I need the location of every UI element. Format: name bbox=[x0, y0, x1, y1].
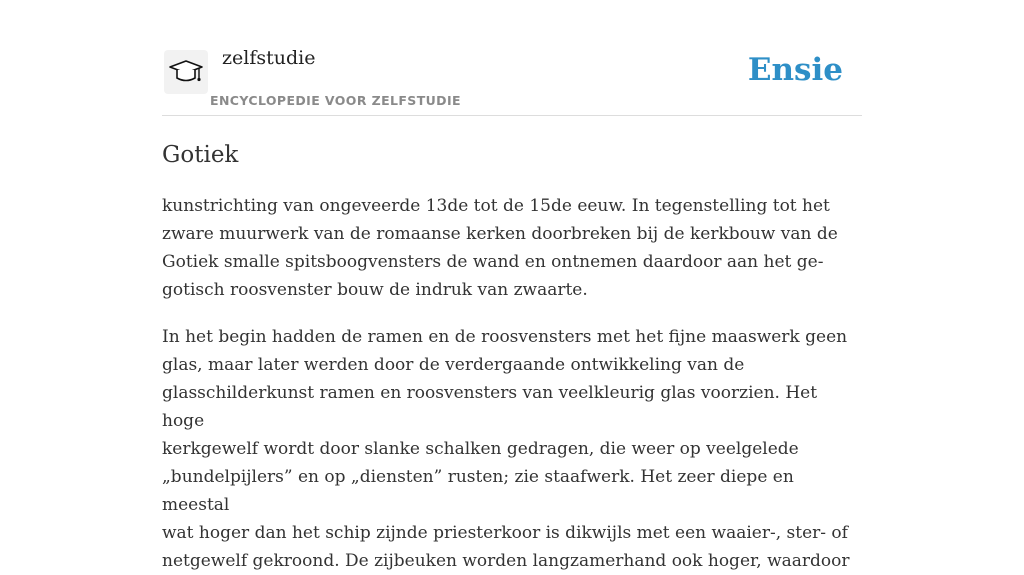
article-paragraph: In het begin hadden de ramen en de roosvensters met het fijne maaswerk geen glas, maar later werden door de verdergaande ontwikkeling van de glasschilderkunst ramen en roosvensters van veelkleurig glas voorzien. Het hoge kerkgewelf wordt door slanke schalken gedragen, die weer op veelgelede „bundelpijlers” en op „diensten” rusten; zie staafwerk. Het zeer diepe en meestal wat hoger dan het schip zijnde priesterkoor is dikwijls met een waaier-, ster- of netgewelf gekroond. De zijbeuken worden langzamerhand ook hoger, waardoor bbox=[162, 327, 850, 571]
site-tagline: ENCYCLOPEDIE VOOR ZELFSTUDIE bbox=[210, 93, 461, 108]
site-logo[interactable] bbox=[164, 50, 208, 94]
page-title: Gotiek bbox=[162, 142, 239, 168]
article-body bbox=[162, 192, 862, 575]
article-paragraph: kunstrichting van ongeveerde 13de tot de 15de eeuw. In tegenstelling tot het zware muurwerk van de romaanse kerken doorbreken bij de kerkbouw van de Gotiek smalle spitsboogvensters de wand en ontnemen daardoor aan het ge- gotisch roosvenster bouw de indruk van zwaarte. bbox=[162, 196, 838, 300]
brand-logo-link[interactable]: Ensie bbox=[747, 52, 843, 88]
site-name[interactable]: zelfstudie bbox=[222, 47, 316, 69]
graduation-cap-icon bbox=[168, 58, 204, 86]
site-header bbox=[162, 40, 862, 116]
